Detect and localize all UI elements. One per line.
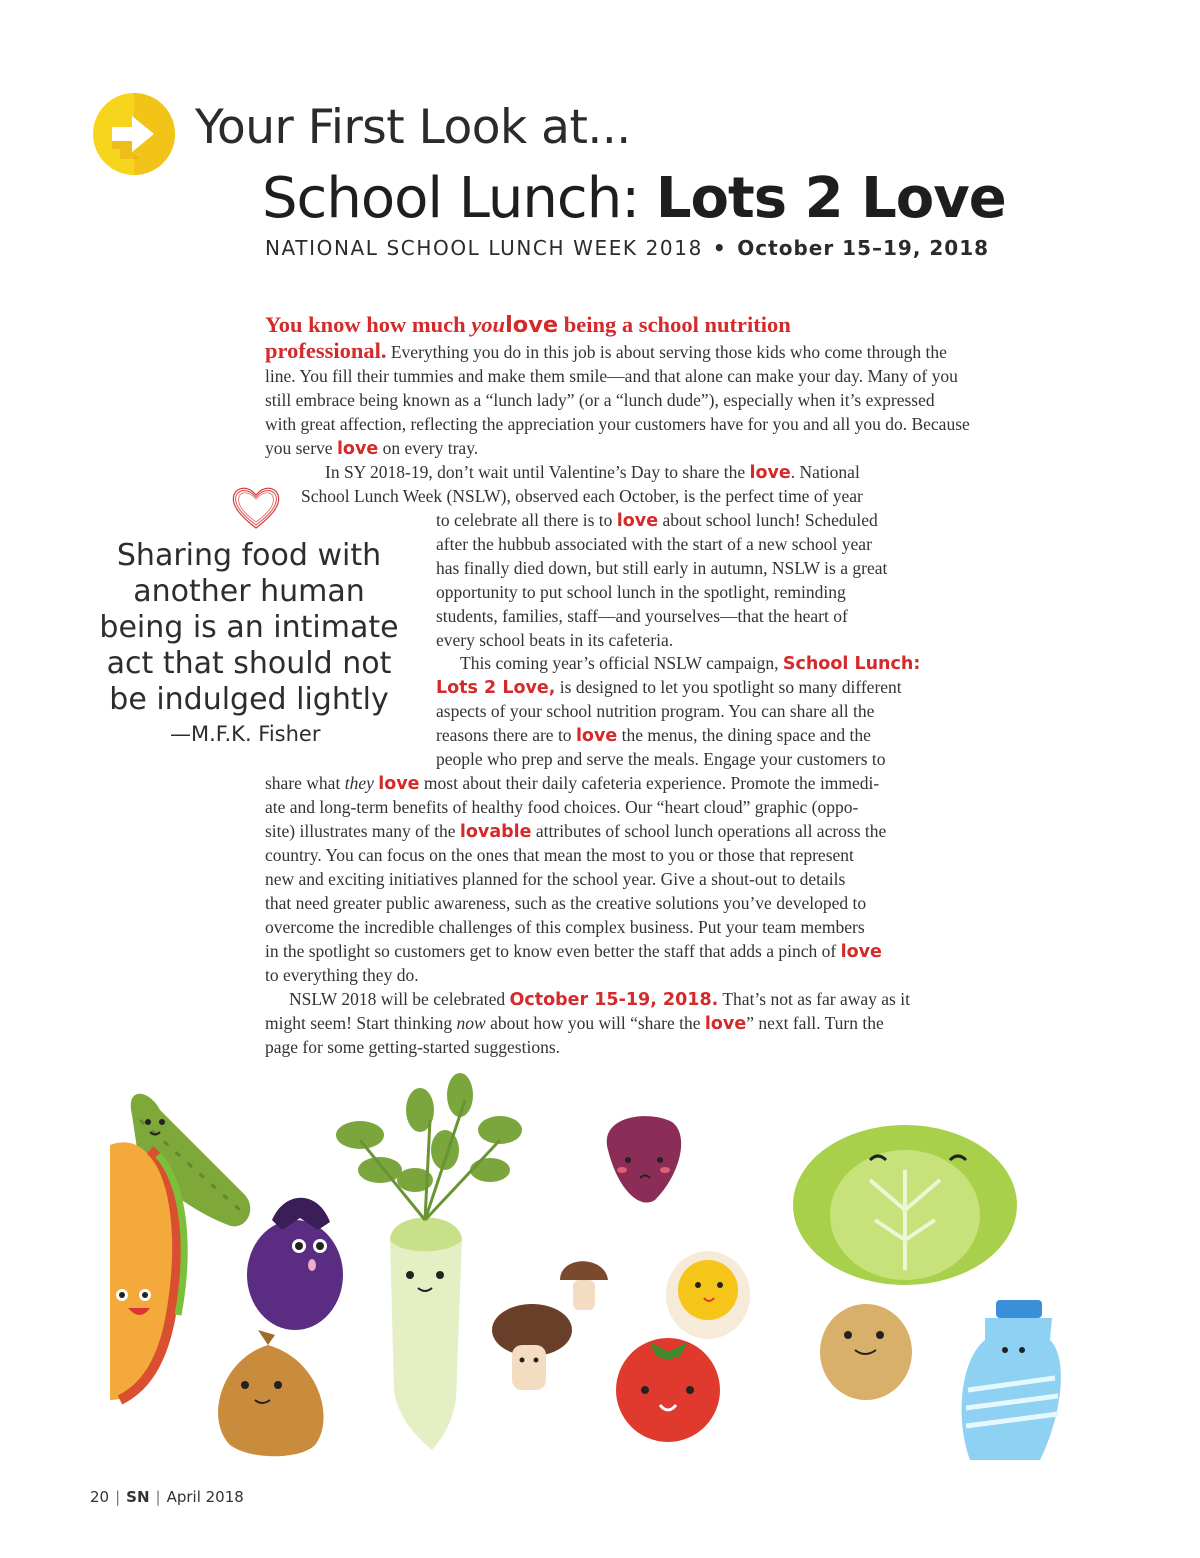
arrow-circle-icon: [92, 92, 176, 176]
title-bold: Lots 2 Love: [655, 166, 1006, 231]
p3-line-6: share what they love most about their daily cafeteria experience. Promote the immedi-: [265, 773, 880, 794]
big-mushroom-character: [492, 1304, 572, 1390]
quote-line: act that should not: [106, 646, 392, 681]
quote-line: Sharing food with: [116, 538, 382, 573]
intro-end: on every tray.: [378, 438, 479, 458]
highlight-love: love: [378, 774, 420, 794]
highlight-love: love: [749, 463, 791, 483]
quote-line: being is an intimate: [99, 610, 399, 645]
sweet-potato-character: [607, 1116, 681, 1202]
tomato-character: [616, 1338, 720, 1442]
campaign-name: School Lunch:: [782, 654, 921, 674]
event-dates: October 15–19, 2018: [737, 236, 990, 260]
p3-line-14: to everything they do.: [265, 965, 419, 985]
p3-line-8: site) illustrates many of the lovable attributes of school lunch operations all across the: [265, 821, 887, 842]
magazine-name: SN: [126, 1488, 150, 1506]
heart-icon: [228, 482, 284, 532]
taco-character: [110, 1142, 184, 1400]
potato-character: [820, 1304, 912, 1400]
lead-text: You know how much: [265, 312, 472, 337]
p3-line-5: people who prep and serve the meals. Engage your customers to: [436, 749, 886, 769]
p2-line-1: In SY 2018-19, don’t wait until Valentine’s Day to share the love. National: [325, 462, 860, 483]
p3-line-9: country. You can focus on the ones that mean the most to you or those that represent: [265, 845, 854, 865]
highlight-lovable: lovable: [459, 822, 532, 842]
page-title: [262, 166, 1006, 231]
p2-line-2: School Lunch Week (NSLW), observed each October, is the perfect time of year: [301, 486, 863, 506]
p2-line-4: after the hubbub associated with the start of a new school year: [436, 534, 872, 554]
food-characters-illustration: [0, 1060, 1200, 1480]
page-number: 20: [90, 1488, 110, 1506]
bullet-separator: •: [712, 236, 728, 260]
page-footer: [90, 1488, 244, 1506]
event-subtitle: [265, 236, 989, 260]
intro-body: Everything you do in this job is about serving those kids who come through the line. You fill their tummies and make them smile—and that alone can make your day. Many of you still embrace being known as a “lunch lady” (or a “lunch dude”), especially when it’s expressed with great affection, reflecting the appreciation your customers have for you and all you do. Because you serve: [265, 342, 970, 458]
p3-line-2: Lots 2 Love, is designed to let you spotlight so many different: [436, 677, 902, 698]
quote-author: —M.F.K. Fisher: [170, 722, 321, 746]
quote-line: another human: [133, 574, 365, 609]
p2-line-5: has finally died down, but still early in autumn, NSLW is a great: [436, 558, 888, 578]
lead-text-b: being a school nutrition: [558, 312, 791, 337]
footer-separator: |: [155, 1488, 161, 1506]
p4-line-2: might seem! Start thinking now about how you will “share the love” next fall. Turn the: [265, 1013, 884, 1034]
highlight-love: love: [336, 439, 379, 459]
highlight-love: love: [704, 1014, 747, 1034]
pull-quote: [88, 538, 410, 718]
lead-text-c: professional.: [265, 338, 387, 363]
radish-character: [336, 1073, 522, 1450]
campaign-name-2: Lots 2 Love,: [436, 678, 556, 698]
p3-line-3: aspects of your school nutrition program. You can share all the: [436, 701, 875, 721]
lead-you: you: [471, 312, 506, 337]
p3-line-13: in the spotlight so customers get to know even better the staff that adds a pinch of love: [265, 941, 882, 962]
p3-line-1: This coming year’s official NSLW campaign, School Lunch:: [460, 653, 921, 674]
egg-character: [666, 1251, 750, 1339]
p2-line-7: students, families, staff—and yourselves—that the heart of: [436, 606, 848, 626]
p3-line-10: new and exciting initiatives planned for the school year. Give a shout-out to details: [265, 869, 846, 889]
p4-line-3: page for some getting-started suggestions.: [265, 1037, 561, 1057]
event-name: NATIONAL SCHOOL LUNCH WEEK 2018: [265, 236, 703, 260]
highlight-love: love: [840, 942, 882, 962]
eggplant-character: [247, 1198, 343, 1330]
mushroom-character: [560, 1261, 608, 1310]
highlight-love: love: [616, 511, 659, 531]
footer-separator: |: [115, 1488, 121, 1506]
quote-line: be indulged lightly: [109, 682, 389, 717]
intro-paragraph: [265, 312, 970, 461]
title-main: School Lunch:: [262, 166, 656, 231]
highlight-love: love: [575, 726, 618, 746]
onion-character: [218, 1330, 323, 1456]
lettuce-character: [793, 1125, 1017, 1285]
issue-date: April 2018: [166, 1488, 244, 1506]
kicker-heading: Your First Look at...: [195, 100, 631, 155]
highlight-dates: October 15-19, 2018.: [509, 990, 719, 1010]
p2-line-8: every school beats in its cafeteria.: [436, 630, 674, 650]
p3-line-12: overcome the incredible challenges of this complex business. Put your team members: [265, 917, 865, 937]
p3-line-4: reasons there are to love the menus, the dining space and the: [436, 725, 871, 746]
p2-line-3: to celebrate all there is to love about school lunch! Scheduled: [436, 510, 878, 531]
emphasis-now: now: [456, 1013, 486, 1033]
p2-line-6: opportunity to put school lunch in the spotlight, reminding: [436, 582, 846, 602]
p3-line-11: that need greater public awareness, such as the creative solutions you’ve developed to: [265, 893, 867, 913]
p4-line-1: NSLW 2018 will be celebrated October 15-19, 2018. That’s not as far away as it: [289, 989, 910, 1010]
lead-love: love: [505, 312, 559, 338]
emphasis-they: they: [344, 773, 374, 793]
p3-line-7: ate and long-term benefits of healthy food choices. Our “heart cloud” graphic (oppo-: [265, 797, 859, 817]
water-bottle-character: [962, 1300, 1061, 1460]
